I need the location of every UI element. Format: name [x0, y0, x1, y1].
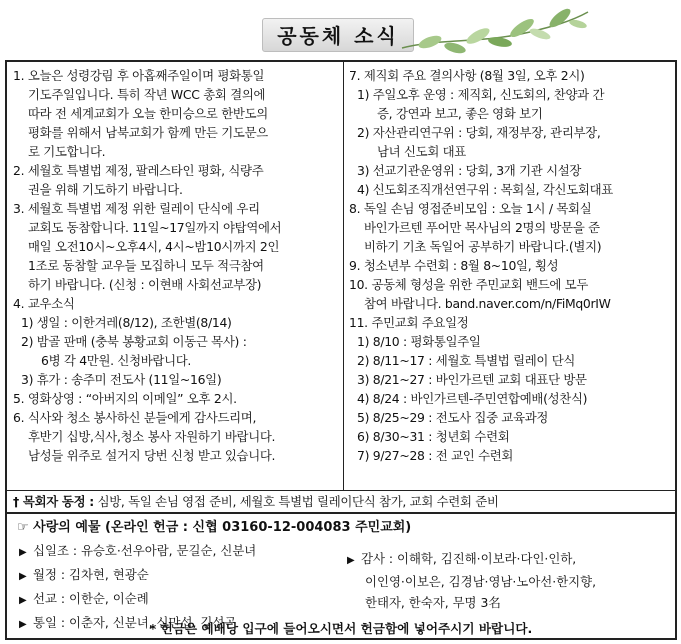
- news-item-3-line: 매일 오전10시~오후4시, 4시~밤10시까지 2인: [28, 239, 280, 254]
- offering-item: [19, 540, 349, 564]
- chestnut-sale-line: 6병 각 4만원. 신청바랍니다.: [41, 353, 192, 368]
- news-item-3-line: 3. 세월호 특별법 제정 위한 릴레이 단식에 우리: [13, 201, 260, 216]
- news-columns: [7, 62, 675, 490]
- schedule-item: 3) 8/21~27 : 바인가르텐 교회 대표단 방문: [357, 372, 587, 387]
- news-item-6: [13, 408, 339, 465]
- schedule-item: 1) 8/10 : 평화통일주일: [357, 334, 481, 349]
- triangle-bullet-icon: ▶: [19, 619, 27, 630]
- thanks-line: 한태자, 한숙자, 무명 3名: [365, 595, 501, 610]
- resolution-line: 증, 강연과 보고, 좋은 영화 보기: [377, 106, 543, 121]
- birthday-line: 1) 생일 : 이한겨레(8/12), 조한별(8/14): [21, 315, 232, 330]
- news-item-1-line: 1. 오늘은 성령강림 후 아홉째주일이며 평화통일: [13, 68, 265, 83]
- offering-heading: ☞ 사랑의 예물 (온라인 헌금 : 신협 03160-12-004083 주민교회): [17, 520, 412, 535]
- offering-item-label: 선교 : 이한순, 이순례: [33, 591, 149, 606]
- resolution-line: 2) 자산관리연구위 : 당회, 재정부장, 관리부장,: [357, 125, 601, 140]
- news-item-3-line: 교회도 동참합니다. 11일~17일까지 야탑역에서: [28, 220, 282, 235]
- news-item-11-title: 11. 주민교회 주요일정: [349, 315, 469, 330]
- news-item-6-line: 후반기 십방,식사,청소 봉사 자원하기 바랍니다.: [28, 429, 276, 444]
- news-item-10: [349, 275, 671, 313]
- schedule-item: 7) 9/27~28 : 전 교인 수련회: [357, 448, 514, 463]
- schedule-item: 6) 8/30~31 : 청년회 수련회: [357, 429, 510, 444]
- leaf-decoration-icon: [400, 4, 590, 60]
- news-item-2-line: 권을 위해 기도하기 바랍니다.: [28, 182, 183, 197]
- pastor-activity: [13, 494, 669, 510]
- thanks-offering: [347, 548, 667, 613]
- thanks-line: 이인영·이보은, 김경남·영남·노아선·한지향,: [365, 574, 597, 589]
- thanks-text: 감사 : 이해학, 김진해·이보라·다인·인하,: [361, 551, 577, 566]
- resolution-1: [349, 85, 671, 123]
- news-item-8-line: 8. 독일 손님 영접준비모임 : 오늘 1시 / 목회실: [349, 201, 592, 216]
- news-item-8-line: 바인가르텐 푸어만 목사님의 2명의 방문을 준: [364, 220, 600, 235]
- resolution-3: 3) 선교기관운영위 : 당회, 3개 기관 시설장: [357, 163, 582, 178]
- chestnut-sale: [13, 332, 339, 370]
- news-item-3-line: 하기 바랍니다. (신청 : 이현배 사회선교부장): [28, 277, 262, 292]
- chestnut-sale-line: 2) 밤골 판매 (충북 봉황교회 이동근 목사) :: [21, 334, 247, 349]
- resolution-line: 1) 주일오후 운영 : 제직회, 신도회의, 찬양과 간: [357, 87, 605, 102]
- band-link[interactable]: 참여 바랍니다. band.naver.com/n/FiMq0rIW: [364, 296, 611, 311]
- offering-item-label: 십일조 : 유승호·선우아람, 문길순, 신분녀: [33, 543, 257, 558]
- news-item-3: [13, 199, 339, 294]
- offering-footnote: * 헌금은 예배당 입구에 들어오시면서 헌금함에 넣어주시기 바랍니다.: [149, 621, 533, 636]
- news-item-3-line: 1조로 동참할 교우들 모집하니 모두 적극참여: [28, 258, 264, 273]
- news-item-7-title: 7. 제직회 주요 결의사항 (8월 3일, 오후 2시): [349, 68, 585, 83]
- offering-item: [19, 564, 349, 588]
- schedule-item: 2) 8/11~17 : 세월호 특별법 릴레이 단식: [357, 353, 576, 368]
- news-item-4-title: 4. 교우소식: [13, 296, 75, 311]
- newsletter-frame: [5, 60, 677, 640]
- triangle-bullet-icon: ▶: [19, 547, 27, 558]
- schedule-item: 5) 8/25~29 : 전도사 집중 교육과정: [357, 410, 549, 425]
- triangle-bullet-icon: ▶: [19, 595, 27, 606]
- offering-item: [19, 588, 349, 612]
- news-item-2-line: 2. 세월호 특별법 제정, 팔레스타인 평화, 식량주: [13, 163, 264, 178]
- column-divider: [343, 62, 344, 490]
- news-item-5: 5. 영화상영 : “아버지의 이메일” 오후 2시.: [13, 391, 237, 406]
- offering-item-label: 월정 : 김차현, 현광순: [33, 567, 149, 582]
- right-column: [349, 66, 671, 465]
- news-item-1-line: 따라 전 세계교회가 오늘 한미승으로 한반도의: [28, 106, 268, 121]
- divider-line: [7, 512, 675, 514]
- resolution-line: 남녀 신도회 대표: [377, 144, 466, 159]
- page-title: 공동체 소식: [277, 24, 399, 48]
- news-item-2: [13, 161, 339, 199]
- divider-line: [7, 490, 675, 491]
- news-item-10-line: 10. 공동체 형성을 위한 주민교회 밴드에 모두: [349, 277, 589, 292]
- news-item-1-line: 평화를 위해서 남북교회가 함께 만든 기도문으: [28, 125, 268, 140]
- news-item-6-line: 남성들 위주로 설거지 당번 신청 받고 있습니다.: [28, 448, 276, 463]
- offering-item-label: 통일 : 이춘자, 신분녀, 신만섭, 김성곤: [33, 615, 237, 630]
- news-item-1-line: 로 기도합니다.: [28, 144, 106, 159]
- news-item-8-line: 비하기 기초 독일어 공부하기 바랍니다.(별지): [364, 239, 602, 254]
- news-item-9: 9. 청소년부 수련회 : 8월 8~10일, 횡성: [349, 258, 559, 273]
- resolution-2: [349, 123, 671, 161]
- news-item-1: [13, 66, 339, 161]
- left-column: [13, 66, 339, 465]
- resolution-4: 4) 신도회조직개선연구위 : 목회실, 각신도회대표: [357, 182, 613, 197]
- news-item-8: [349, 199, 671, 256]
- schedule-item: 4) 8/24 : 바인가르텐-주민연합예배(성찬식): [357, 391, 588, 406]
- thanks-line: [347, 548, 667, 571]
- pastor-activity-label: † 목회자 동정 :: [13, 494, 94, 509]
- vacation-line: 3) 휴가 : 송주미 전도사 (11일~16일): [21, 372, 222, 387]
- header: [0, 0, 681, 60]
- news-item-6-line: 6. 식사와 청소 봉사하신 분들에게 감사드리며,: [13, 410, 257, 425]
- pastor-activity-text: 심방, 독일 손님 영접 준비, 세월호 특별법 릴레이단식 참가, 교회 수련회 준비: [97, 494, 499, 509]
- triangle-bullet-icon: ▶: [19, 571, 27, 582]
- triangle-bullet-icon: ▶: [347, 555, 355, 566]
- news-item-1-line: 기도주일입니다. 특히 작년 WCC 총회 결의에: [28, 87, 266, 102]
